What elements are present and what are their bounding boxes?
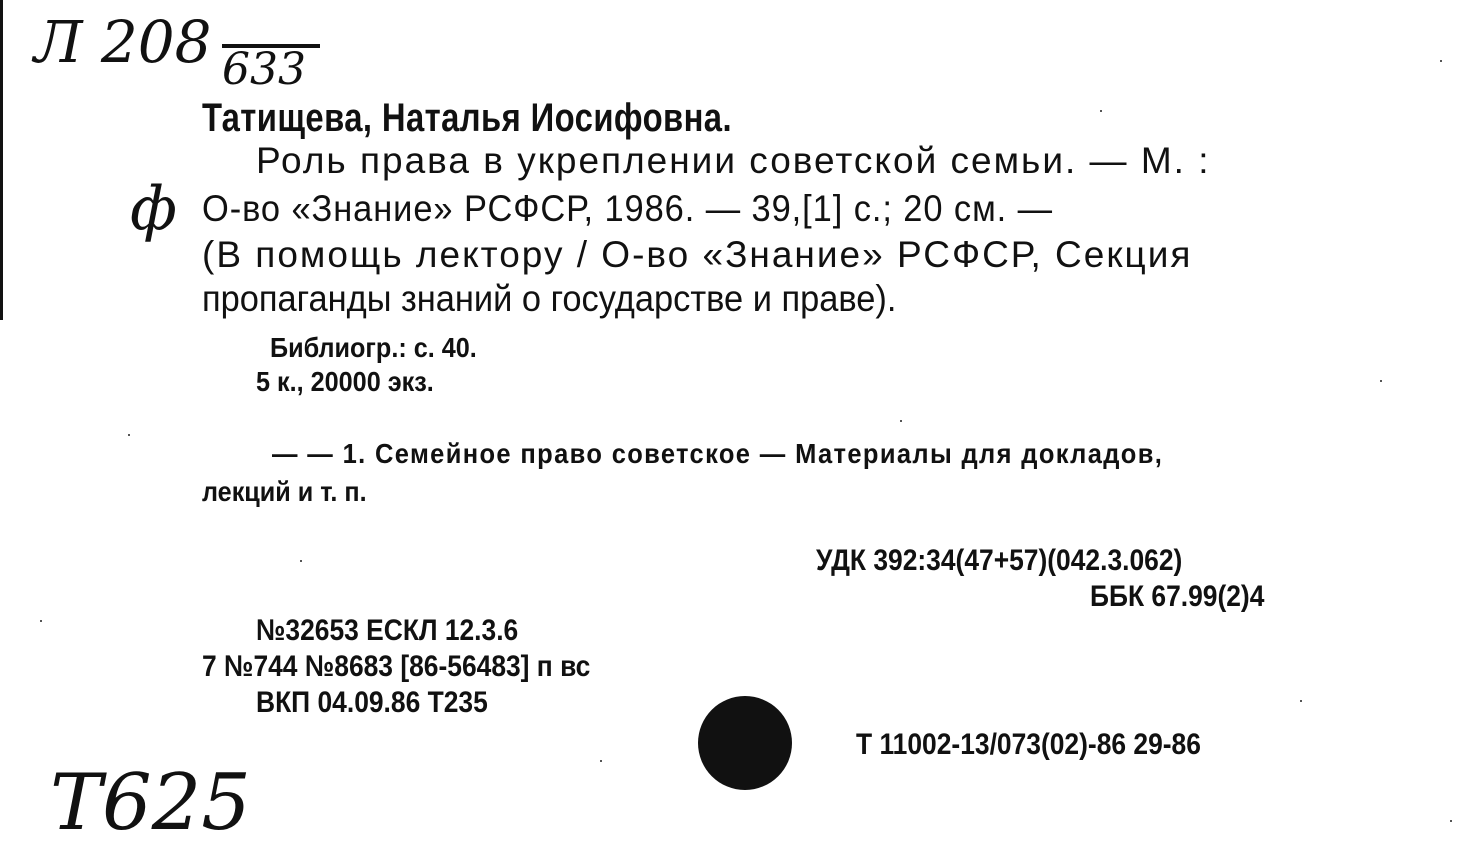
- scan-speck: [1100, 110, 1102, 112]
- title-line-4: пропаганды знаний о государстве и праве).: [202, 278, 897, 319]
- punch-hole: [698, 696, 792, 790]
- publisher-code: Т 11002-13/073(02)-86 29-86: [856, 728, 1201, 761]
- author-heading: Татищева, Наталья Иосифовна.: [202, 96, 732, 140]
- scan-speck: [900, 420, 902, 422]
- scan-speck: [1450, 820, 1452, 822]
- bbk-code: ББК 67.99(2)4: [1090, 580, 1265, 613]
- bibliography-note: Библиогр.: с. 40.: [270, 332, 477, 363]
- card-number-line-2: 7 №744 №8683 [86-56483] п вс: [202, 650, 591, 683]
- title-line-2: О-во «Знание» РСФСР, 1986. — 39,[1] с.; 20 см. —: [202, 188, 1053, 229]
- scan-speck: [128, 434, 130, 436]
- card-left-edge: [0, 0, 3, 320]
- subject-heading-line-1: — — 1. Семейное право советское — Материалы для докладов,: [272, 438, 1164, 469]
- handwritten-shelfmark: Л 208: [34, 8, 212, 76]
- subject-heading-line-2: лекций и т. п.: [202, 476, 367, 507]
- scan-speck: [300, 560, 302, 562]
- scan-speck: [40, 620, 42, 622]
- scan-speck: [600, 760, 602, 762]
- card-number-line-1: №32653 ЕСКЛ 12.3.6: [256, 614, 519, 647]
- handwritten-fraction-number: 633: [222, 44, 306, 95]
- scan-speck: [1380, 380, 1382, 382]
- scan-speck: [1440, 60, 1442, 62]
- title-line-3: (В помощь лектору / О-во «Знание» РСФСР, Секция: [202, 234, 1193, 275]
- scan-speck: [1300, 700, 1302, 702]
- card-number-line-3: ВКП 04.09.86 Т235: [256, 686, 488, 719]
- handwritten-bottom-code: Т625: [50, 758, 251, 848]
- udk-code: УДК 392:34(47+57)(042.3.062): [816, 544, 1183, 577]
- price-print-run: 5 к., 20000 экз.: [256, 366, 434, 397]
- handwritten-margin-mark: ф: [130, 174, 177, 244]
- title-line-1: Роль права в укреплении советской семьи. — М. :: [256, 140, 1211, 181]
